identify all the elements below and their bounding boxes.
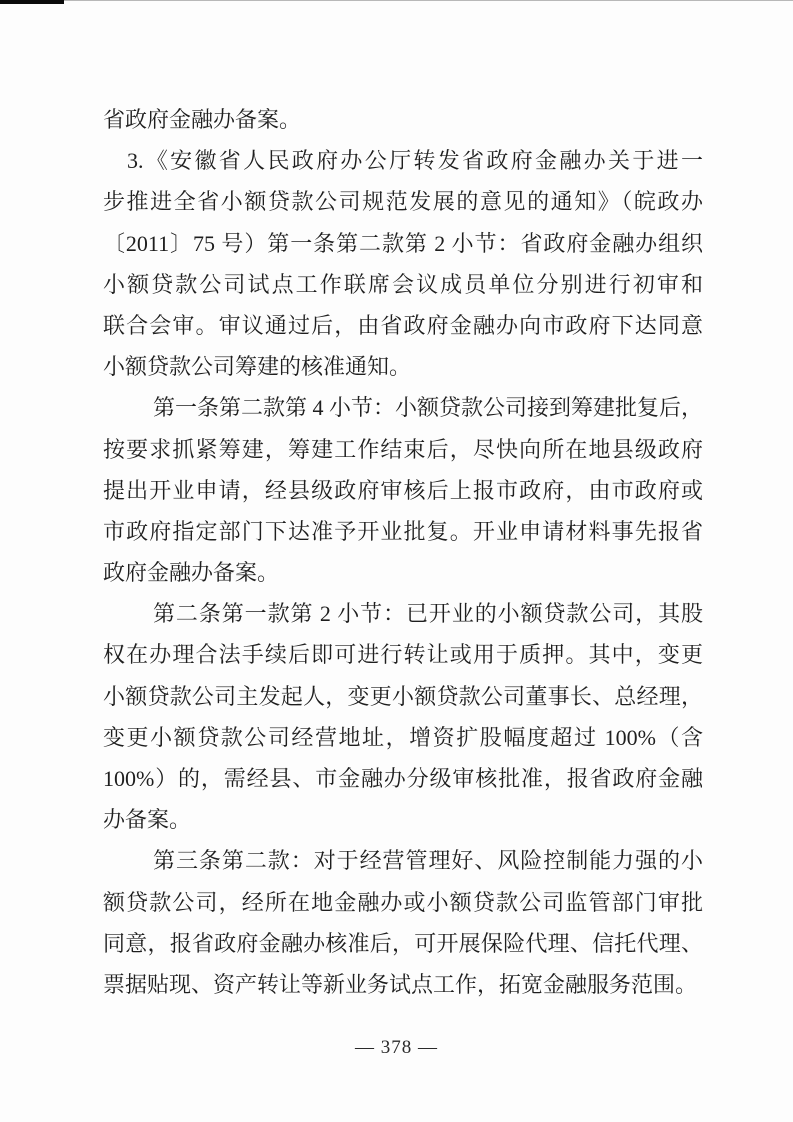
scan-artifact-top-hairline xyxy=(0,0,793,1)
text-line: 同意，报省政府金融办核准后，可开展保险代理、信托代理、 xyxy=(103,930,703,956)
text-line: 提出开业申请，经县级政府审核后上报市政府，由市政府或 xyxy=(103,477,703,503)
text-line-paragraph-start: 3.《安徽省人民政府办公厅转发省政府金融办关于进一 xyxy=(127,148,703,174)
text-line: 小额贷款公司试点工作联席会议成员单位分别进行初审和 xyxy=(103,271,703,297)
text-line: 市政府指定部门下达准予开业批复。开业申请材料事先报省 xyxy=(103,518,703,544)
text-line: 省政府金融办备案。 xyxy=(103,107,302,132)
text-line: 变更小额贷款公司经营地址，增资扩股幅度超过 100%（含 xyxy=(103,724,703,750)
text-line: 政府金融办备案。 xyxy=(103,560,280,586)
text-line: 小额贷款公司筹建的核准通知。 xyxy=(103,354,412,380)
text-line-paragraph-start: 第三条第二款：对于经营管理好、风险控制能力强的小 xyxy=(153,848,703,874)
text-line-paragraph-start: 第二条第一款第 2 小节：已开业的小额贷款公司，其股 xyxy=(153,601,703,627)
page-number: — 378 — xyxy=(355,1037,438,1058)
scan-artifact-corner-mark xyxy=(0,0,64,4)
text-line: 额贷款公司，经所在地金融办或小额贷款公司监管部门审批 xyxy=(103,889,703,915)
text-line: 步推进全省小额贷款公司规范发展的意见的通知》（皖政办 xyxy=(103,189,703,215)
text-line: 〔2011〕75 号）第一条第二款第 2 小节：省政府金融办组织 xyxy=(103,230,703,256)
text-line: 小额贷款公司主发起人，变更小额贷款公司董事长、总经理， xyxy=(103,683,703,709)
text-line: 联合会审。审议通过后，由省政府金融办向市政府下达同意 xyxy=(103,312,703,338)
document-body xyxy=(103,99,703,1005)
text-line: 办备案。 xyxy=(103,807,192,833)
text-line: 票据贴现、资产转让等新业务试点工作，拓宽金融服务范围。 xyxy=(103,971,698,997)
text-line-paragraph-start: 第一条第二款第 4 小节：小额贷款公司接到筹建批复后， xyxy=(153,395,704,421)
text-line: 按要求抓紧筹建，筹建工作结束后，尽快向所在地县级政府 xyxy=(103,436,703,462)
page-footer xyxy=(0,1034,793,1062)
text-line: 权在办理合法手续后即可进行转让或用于质押。其中，变更 xyxy=(103,642,703,668)
text-line: 100%）的，需经县、市金融办分级审核批准，报省政府金融 xyxy=(103,766,703,791)
